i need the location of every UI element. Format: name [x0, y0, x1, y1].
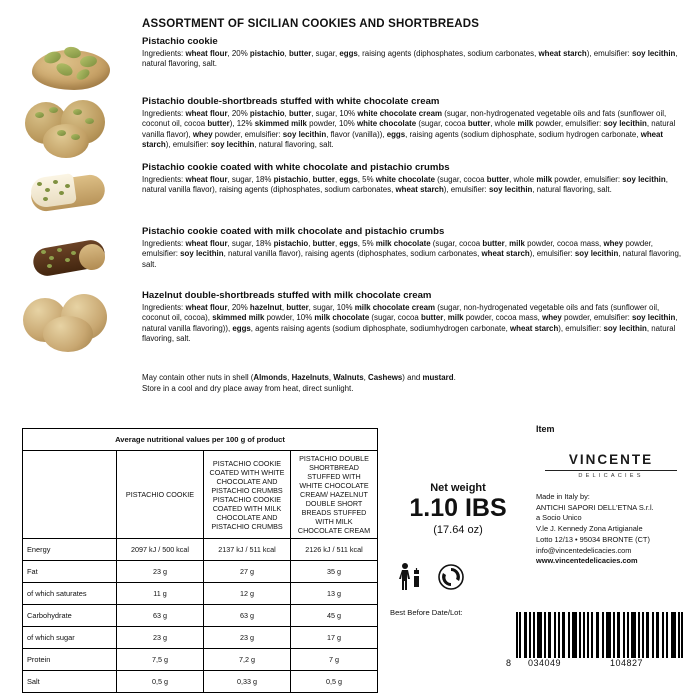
product-name: Pistachio cookie coated with milk chocolate and pistachio crumbs: [142, 226, 445, 237]
milk-chocolate-coated-cookie-photo: [25, 228, 117, 288]
maker-email: info@vincentedelicacies.com: [536, 545, 632, 555]
brand-logo: [536, 452, 686, 479]
row-label: Energy: [23, 539, 117, 561]
product-text-cell: [142, 96, 700, 151]
allergen-note: May contain other nuts in shell (Almonds, Hazelnuts, Walnuts, Cashews) and mustard.: [142, 373, 456, 382]
white-chocolate-coated-cookie-photo: [25, 164, 117, 224]
cell: 2097 kJ / 500 kcal: [117, 539, 204, 561]
table-row: [23, 605, 378, 627]
net-weight-block: [386, 482, 530, 536]
product-name: Pistachio cookie: [142, 36, 218, 47]
cell: 11 g: [117, 583, 204, 605]
cell: 7,5 g: [117, 649, 204, 671]
product-text-cell: [142, 162, 700, 196]
brand-name: VINCENTE: [568, 452, 654, 467]
cell: 7,2 g: [204, 649, 291, 671]
page-title: ASSORTMENT OF SICILIAN COOKIES AND SHORTBREADS: [142, 18, 480, 30]
barcode-group-2: 104827: [610, 658, 644, 668]
row-label: Protein: [23, 649, 117, 671]
table-row: [23, 561, 378, 583]
cell: 27 g: [204, 561, 291, 583]
table-header-row: [23, 451, 378, 539]
website-link[interactable]: www.vincentedelicacies.com: [536, 556, 638, 566]
product-list: [0, 36, 700, 358]
nutrition-caption: Average nutritional values per 100 g of product: [23, 429, 378, 451]
cell: 13 g: [291, 583, 378, 605]
table-row: [23, 583, 378, 605]
maker-line: V.le J. Kennedy Zona Artigianale: [536, 524, 643, 534]
product-ingredients: Ingredients: wheat flour, 20% hazelnut, butter, sugar, 10% milk chocolate cream (sugar, non-hydrogenated vegetable oils and fats (sunflower oil, coconut oil, cocoa), skimmed milk powder, 10% milk chocolate (sugar, cocoa butter, milk powder, cocoa mass, whey powder, emulsifier: soy lecithin, natural vanilla flavoring)), eggs, agents raising agents (sodium diphosphate, sodiumhydrogen carbonate, wheat starch), emulsifier: soy lecithin, natural flavoring, salt.: [142, 302, 678, 344]
product-image-cell: [0, 290, 142, 356]
table-row: [23, 627, 378, 649]
pistachio-cookie-photo: [28, 38, 114, 94]
barcode-bars: [516, 612, 682, 658]
product-image-cell: [0, 36, 142, 94]
net-weight-alt: (17.64 oz): [433, 523, 483, 536]
cell: 2137 kJ / 511 kcal: [204, 539, 291, 561]
cell: 0,5 g: [291, 671, 378, 693]
table-row: [23, 539, 378, 561]
maker-line: a Socio Unico: [536, 513, 582, 523]
cell: 63 g: [204, 605, 291, 627]
row-label: of which sugar: [23, 627, 117, 649]
product-ingredients: Ingredients: wheat flour, 20% pistachio, butter, sugar, eggs, raising agents (diphosphates, sodium carbonates, wheat starch), emulsifier: soy lecithin, natural flavoring, salt.: [142, 48, 678, 69]
cell: 0,33 g: [204, 671, 291, 693]
cell: 7 g: [291, 649, 378, 671]
product-name: Pistachio double-shortbreads stuffed with white chocolate cream: [142, 96, 440, 107]
barcode-group-1: 034049: [528, 658, 562, 668]
pistachio-double-shortbread-photo: [23, 98, 119, 160]
product-text-cell: [142, 36, 700, 70]
net-weight-value: 1.10 IBS: [409, 494, 507, 522]
nutrient-column-header: [23, 451, 117, 539]
item-label: Item: [536, 424, 555, 434]
best-before-field: Best Before Date/Lot:: [390, 608, 463, 617]
cell: 23 g: [204, 627, 291, 649]
product-ingredients: Ingredients: wheat flour, sugar, 18% pistachio, butter, eggs, 5% white chocolate (sugar, cocoa butter, whole milk powder, emulsifier: soy lecithin, natural vanilla flavor), raising agents (diphosphates, sodium carbonates, wheat starch), emulsifier: soy lecithin, natural flavoring, salt.: [142, 174, 668, 195]
cell: 63 g: [117, 605, 204, 627]
product-text-cell: [142, 226, 700, 270]
footnotes: [142, 372, 562, 395]
cell: 23 g: [117, 627, 204, 649]
product-image-cell: [0, 226, 142, 288]
product-name: Pistachio cookie coated with white chocolate and pistachio crumbs: [142, 162, 450, 173]
green-dot-recycling-icon: [438, 562, 464, 592]
maker-line: ANTICHI SAPORI DELL'ETNA S.r.l.: [536, 502, 654, 512]
barcode: [506, 612, 686, 670]
product-text-cell: [142, 290, 700, 345]
net-weight-label: Net weight: [430, 482, 486, 494]
maker-line: Lotto 12/13 • 95034 BRONTE (CT): [536, 534, 650, 544]
hazelnut-double-shortbread-photo: [21, 292, 121, 356]
list-item: [0, 96, 700, 160]
list-item: [0, 226, 700, 288]
column-header-2: PISTACHIO COOKIE COATED WITH WHITE CHOCOLATE AND PISTACHIO CRUMBS PISTACHIO COOKIE COATED WITH MILK CHOCOLATE AND PISTACHIO CRUMBS: [204, 451, 291, 539]
table-row: [23, 649, 378, 671]
maker-line: Made in Italy by:: [536, 492, 590, 501]
list-item: [0, 290, 700, 356]
brand-divider: [545, 470, 677, 471]
tidyman-icon: [396, 562, 422, 592]
list-item: [0, 36, 700, 94]
symbol-group: [396, 562, 464, 592]
list-item: [0, 162, 700, 224]
product-name: Hazelnut double-shortbreads stuffed with milk chocolate cream: [142, 290, 432, 301]
barcode-left-digit: 8: [506, 658, 512, 668]
table-row: [23, 671, 378, 693]
row-label: Salt: [23, 671, 117, 693]
product-image-cell: [0, 96, 142, 160]
table-row: [23, 429, 378, 451]
row-label: Fat: [23, 561, 117, 583]
nutrition-table: [22, 428, 378, 693]
column-header-1: PISTACHIO COOKIE: [117, 451, 204, 539]
cell: 12 g: [204, 583, 291, 605]
row-label: of which saturates: [23, 583, 117, 605]
row-label: Carbohydrate: [23, 605, 117, 627]
manufacturer-address: [536, 492, 694, 567]
cell: 45 g: [291, 605, 378, 627]
cell: 2126 kJ / 511 kcal: [291, 539, 378, 561]
brand-subtitle: DELICACIES: [578, 473, 644, 479]
cell: 23 g: [117, 561, 204, 583]
storage-note: Store in a cool and dry place away from heat, direct sunlight.: [142, 384, 354, 394]
product-image-cell: [0, 162, 142, 224]
column-header-3: PISTACHIO DOUBLE SHORTBREAD STUFFED WITH WHITE CHOCOLATE CREAM/ HAZELNUT DOUBLE SHORT BREADS STUFFED WITH MILK CHOCOLATE CREAM: [291, 451, 378, 539]
cell: 35 g: [291, 561, 378, 583]
cell: 0,5 g: [117, 671, 204, 693]
product-ingredients: Ingredients: wheat flour, sugar, 18% pistachio, butter, eggs, 5% milk chocolate (sugar, cocoa butter, milk powder, cocoa mass, whey powder, emulsifier: soy lecithin, natural vanilla flavor), raising agents (diphosphates, sodium carbonates, wheat starch), emulsifier: soy lecithin, natural flavoring, salt.: [142, 238, 682, 269]
cell: 17 g: [291, 627, 378, 649]
product-ingredients: Ingredients: wheat flour, 20% pistachio, butter, sugar, 10% white chocolate cream (sugar, non-hydrogenated vegetable oils and fats (sunflower oil, coconut oil, cocoa butter), 12% skimmed milk powder, 10% white chocolate (sugar, cocoa butter, whole milk powder, emulsifier: soy lecithin, natural vanilla flavor), whey powder, emulsifier: soy lecithin, flavor (vanilla)), eggs, raising agents (sodium diphosphate, sodium hydrogen carbonate, wheat starch), emulsifier: soy lecithin, natural flavoring, salt.: [142, 108, 676, 150]
